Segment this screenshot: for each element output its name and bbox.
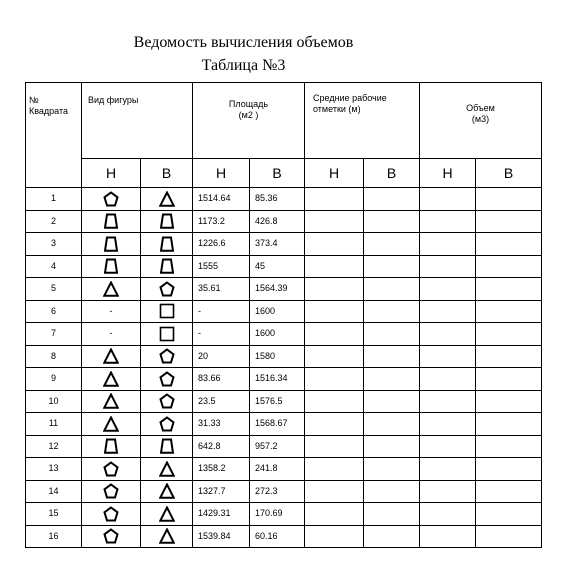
table-row xyxy=(26,255,542,278)
square-number-cell: 16 xyxy=(26,525,82,548)
triangle-icon xyxy=(141,506,192,522)
table-row xyxy=(26,210,542,233)
table-row xyxy=(26,233,542,256)
figure-cell xyxy=(82,368,141,391)
empty-cell xyxy=(420,188,476,211)
figure-cell xyxy=(141,525,193,548)
empty-cell xyxy=(420,525,476,548)
area-b-cell: 85.36 xyxy=(250,188,305,211)
trapezoid-icon xyxy=(82,236,140,252)
empty-cell xyxy=(305,255,364,278)
square-number-cell: 10 xyxy=(26,390,82,413)
empty-cell xyxy=(476,525,542,548)
subheader-cell: Н xyxy=(305,159,364,188)
table-row xyxy=(26,480,542,503)
area-h-cell: 31.33 xyxy=(193,413,250,436)
empty-cell xyxy=(420,255,476,278)
empty-cell xyxy=(364,435,420,458)
square-number-cell: 14 xyxy=(26,480,82,503)
square-number-cell: 12 xyxy=(26,435,82,458)
square-icon xyxy=(141,303,192,319)
figure-cell xyxy=(82,413,141,436)
empty-cell xyxy=(420,390,476,413)
table-row xyxy=(26,413,542,436)
area-b-cell: 957.2 xyxy=(250,435,305,458)
square-number-cell: 3 xyxy=(26,233,82,256)
area-h-cell: 83.66 xyxy=(193,368,250,391)
empty-cell xyxy=(420,323,476,346)
triangle-icon xyxy=(141,191,192,207)
table-row xyxy=(26,503,542,526)
pentagon-icon xyxy=(141,393,192,409)
empty-cell xyxy=(364,345,420,368)
area-h-cell: 1327.7 xyxy=(193,480,250,503)
table-row xyxy=(26,188,542,211)
area-b-cell: 1600 xyxy=(250,300,305,323)
header-row xyxy=(26,83,542,159)
square-number-cell: 4 xyxy=(26,255,82,278)
empty-cell xyxy=(305,278,364,301)
empty-cell xyxy=(420,345,476,368)
empty-cell xyxy=(420,368,476,391)
subheader-cell: Н xyxy=(82,159,141,188)
empty-cell xyxy=(305,345,364,368)
figure-cell xyxy=(141,345,193,368)
trapezoid-icon xyxy=(82,258,140,274)
table-row xyxy=(26,345,542,368)
figure-cell xyxy=(141,323,193,346)
table-row xyxy=(26,390,542,413)
area-b-cell: 1580 xyxy=(250,345,305,368)
table-row xyxy=(26,435,542,458)
figure-cell xyxy=(82,503,141,526)
empty-cell xyxy=(420,458,476,481)
empty-cell xyxy=(476,210,542,233)
square-number-cell: 1 xyxy=(26,188,82,211)
figure-cell xyxy=(141,413,193,436)
figure-cell xyxy=(82,233,141,256)
figure-cell xyxy=(141,210,193,233)
empty-cell xyxy=(476,255,542,278)
area-h-cell: - xyxy=(193,323,250,346)
figure-cell xyxy=(82,255,141,278)
header-square: № Квадрата xyxy=(26,83,82,188)
header-marks: Средние рабочие отметки (м) xyxy=(305,83,420,159)
empty-cell xyxy=(305,368,364,391)
empty-cell xyxy=(305,413,364,436)
area-b-cell: 1516.34 xyxy=(250,368,305,391)
header-area-unit: (м2 ) xyxy=(238,110,259,120)
trapezoid-icon xyxy=(141,258,192,274)
figure-cell xyxy=(141,188,193,211)
triangle-icon xyxy=(82,281,140,297)
area-b-cell: 373.4 xyxy=(250,233,305,256)
empty-cell xyxy=(420,210,476,233)
triangle-icon xyxy=(141,483,192,499)
area-b-cell: 241.8 xyxy=(250,458,305,481)
triangle-icon xyxy=(141,461,192,477)
figure-cell xyxy=(141,300,193,323)
table-row xyxy=(26,368,542,391)
area-h-cell: 1555 xyxy=(193,255,250,278)
area-h-cell: 23.5 xyxy=(193,390,250,413)
trapezoid-icon xyxy=(82,213,140,229)
empty-cell xyxy=(476,390,542,413)
empty-cell xyxy=(476,435,542,458)
area-h-cell: 642.8 xyxy=(193,435,250,458)
empty-cell xyxy=(305,458,364,481)
square-number-cell: 6 xyxy=(26,300,82,323)
empty-cell xyxy=(476,188,542,211)
pentagon-icon xyxy=(82,461,140,477)
square-number-cell: 9 xyxy=(26,368,82,391)
figure-cell xyxy=(82,210,141,233)
square-number-cell: 2 xyxy=(26,210,82,233)
pentagon-icon xyxy=(82,506,140,522)
pentagon-icon xyxy=(82,528,140,544)
table-row xyxy=(26,278,542,301)
area-b-cell: 170.69 xyxy=(250,503,305,526)
figure-cell xyxy=(141,458,193,481)
trapezoid-icon xyxy=(141,236,192,252)
empty-cell xyxy=(476,368,542,391)
area-h-cell: 1358.2 xyxy=(193,458,250,481)
empty-cell xyxy=(420,278,476,301)
subheader-row xyxy=(26,159,542,188)
square-icon xyxy=(141,326,192,342)
area-h-cell: - xyxy=(193,300,250,323)
figure-cell xyxy=(141,390,193,413)
empty-cell xyxy=(476,480,542,503)
empty-cell xyxy=(364,368,420,391)
header-area-label: Площадь xyxy=(228,99,269,109)
empty-cell xyxy=(420,435,476,458)
square-number-cell: 5 xyxy=(26,278,82,301)
header-volume-unit: (м3) xyxy=(471,114,490,124)
figure-cell xyxy=(82,345,141,368)
area-h-cell: 35.61 xyxy=(193,278,250,301)
empty-cell xyxy=(305,503,364,526)
subheader-cell: Н xyxy=(420,159,476,188)
triangle-icon xyxy=(82,393,140,409)
figure-cell xyxy=(141,503,193,526)
area-h-cell: 1429.31 xyxy=(193,503,250,526)
empty-cell xyxy=(364,390,420,413)
pentagon-icon xyxy=(141,281,192,297)
empty-cell xyxy=(305,210,364,233)
table-row xyxy=(26,300,542,323)
figure-cell xyxy=(82,458,141,481)
area-h-cell: 1539.84 xyxy=(193,525,250,548)
area-b-cell: 426.8 xyxy=(250,210,305,233)
figure-cell xyxy=(82,390,141,413)
empty-cell xyxy=(364,188,420,211)
subheader-cell: В xyxy=(364,159,420,188)
empty-cell xyxy=(305,435,364,458)
triangle-icon xyxy=(82,348,140,364)
empty-cell xyxy=(420,300,476,323)
area-b-cell: 45 xyxy=(250,255,305,278)
area-b-cell: 1568.67 xyxy=(250,413,305,436)
area-b-cell: 1576.5 xyxy=(250,390,305,413)
trapezoid-icon xyxy=(82,438,140,454)
empty-cell xyxy=(364,210,420,233)
square-number-cell: 11 xyxy=(26,413,82,436)
empty-cell xyxy=(364,525,420,548)
trapezoid-icon xyxy=(141,213,192,229)
area-b-cell: 272.3 xyxy=(250,480,305,503)
table-body xyxy=(26,188,542,548)
area-b-cell: 1600 xyxy=(250,323,305,346)
empty-cell xyxy=(364,413,420,436)
empty-cell xyxy=(476,323,542,346)
pentagon-icon xyxy=(141,371,192,387)
empty-cell xyxy=(364,458,420,481)
empty-cell xyxy=(420,503,476,526)
empty-cell xyxy=(476,503,542,526)
triangle-icon xyxy=(82,416,140,432)
square-number-cell: 15 xyxy=(26,503,82,526)
area-h-cell: 1226.6 xyxy=(193,233,250,256)
trapezoid-icon xyxy=(141,438,192,454)
empty-cell xyxy=(305,390,364,413)
area-b-cell: 1564.39 xyxy=(250,278,305,301)
empty-cell xyxy=(305,480,364,503)
empty-cell xyxy=(364,300,420,323)
empty-cell xyxy=(476,233,542,256)
pentagon-icon xyxy=(141,348,192,364)
empty-cell xyxy=(476,278,542,301)
figure-cell xyxy=(141,368,193,391)
empty-cell xyxy=(364,323,420,346)
area-b-cell: 60.16 xyxy=(250,525,305,548)
empty-cell xyxy=(305,188,364,211)
area-h-cell: 1173.2 xyxy=(193,210,250,233)
header-volume xyxy=(420,83,542,159)
figure-cell xyxy=(82,188,141,211)
subheader-cell: Н xyxy=(193,159,250,188)
subheader-cell: В xyxy=(250,159,305,188)
empty-cell xyxy=(305,323,364,346)
empty-cell xyxy=(476,458,542,481)
pentagon-icon xyxy=(82,191,140,207)
figure-cell xyxy=(82,278,141,301)
header-figure: Вид фигуры xyxy=(82,83,193,159)
empty-cell xyxy=(364,503,420,526)
figure-cell xyxy=(141,278,193,301)
figure-cell xyxy=(141,233,193,256)
empty-cell xyxy=(364,480,420,503)
figure-dash-cell: - xyxy=(82,300,141,323)
figure-dash-cell: - xyxy=(82,323,141,346)
empty-cell xyxy=(364,255,420,278)
subheader-cell: В xyxy=(476,159,542,188)
triangle-icon xyxy=(82,371,140,387)
square-number-cell: 7 xyxy=(26,323,82,346)
table-row xyxy=(26,458,542,481)
empty-cell xyxy=(305,525,364,548)
empty-cell xyxy=(420,413,476,436)
empty-cell xyxy=(476,413,542,436)
area-h-cell: 1514.64 xyxy=(193,188,250,211)
volume-table xyxy=(25,82,542,548)
empty-cell xyxy=(364,233,420,256)
empty-cell xyxy=(305,300,364,323)
empty-cell xyxy=(420,233,476,256)
figure-cell xyxy=(82,525,141,548)
document-title: Ведомость вычисления объемов xyxy=(133,34,354,51)
empty-cell xyxy=(476,345,542,368)
table-row xyxy=(26,323,542,346)
square-number-cell: 13 xyxy=(26,458,82,481)
area-h-cell: 20 xyxy=(193,345,250,368)
triangle-icon xyxy=(141,528,192,544)
empty-cell xyxy=(476,300,542,323)
pentagon-icon xyxy=(82,483,140,499)
table-caption: Таблица №3 xyxy=(201,57,286,74)
figure-cell xyxy=(141,255,193,278)
figure-cell xyxy=(141,480,193,503)
table-row xyxy=(26,525,542,548)
subheader-cell: В xyxy=(141,159,193,188)
figure-cell xyxy=(82,480,141,503)
figure-cell xyxy=(141,435,193,458)
header-volume-label: Объем xyxy=(466,103,495,113)
empty-cell xyxy=(420,480,476,503)
square-number-cell: 8 xyxy=(26,345,82,368)
header-area xyxy=(193,83,305,159)
empty-cell xyxy=(364,278,420,301)
pentagon-icon xyxy=(141,416,192,432)
figure-cell xyxy=(82,435,141,458)
empty-cell xyxy=(305,233,364,256)
